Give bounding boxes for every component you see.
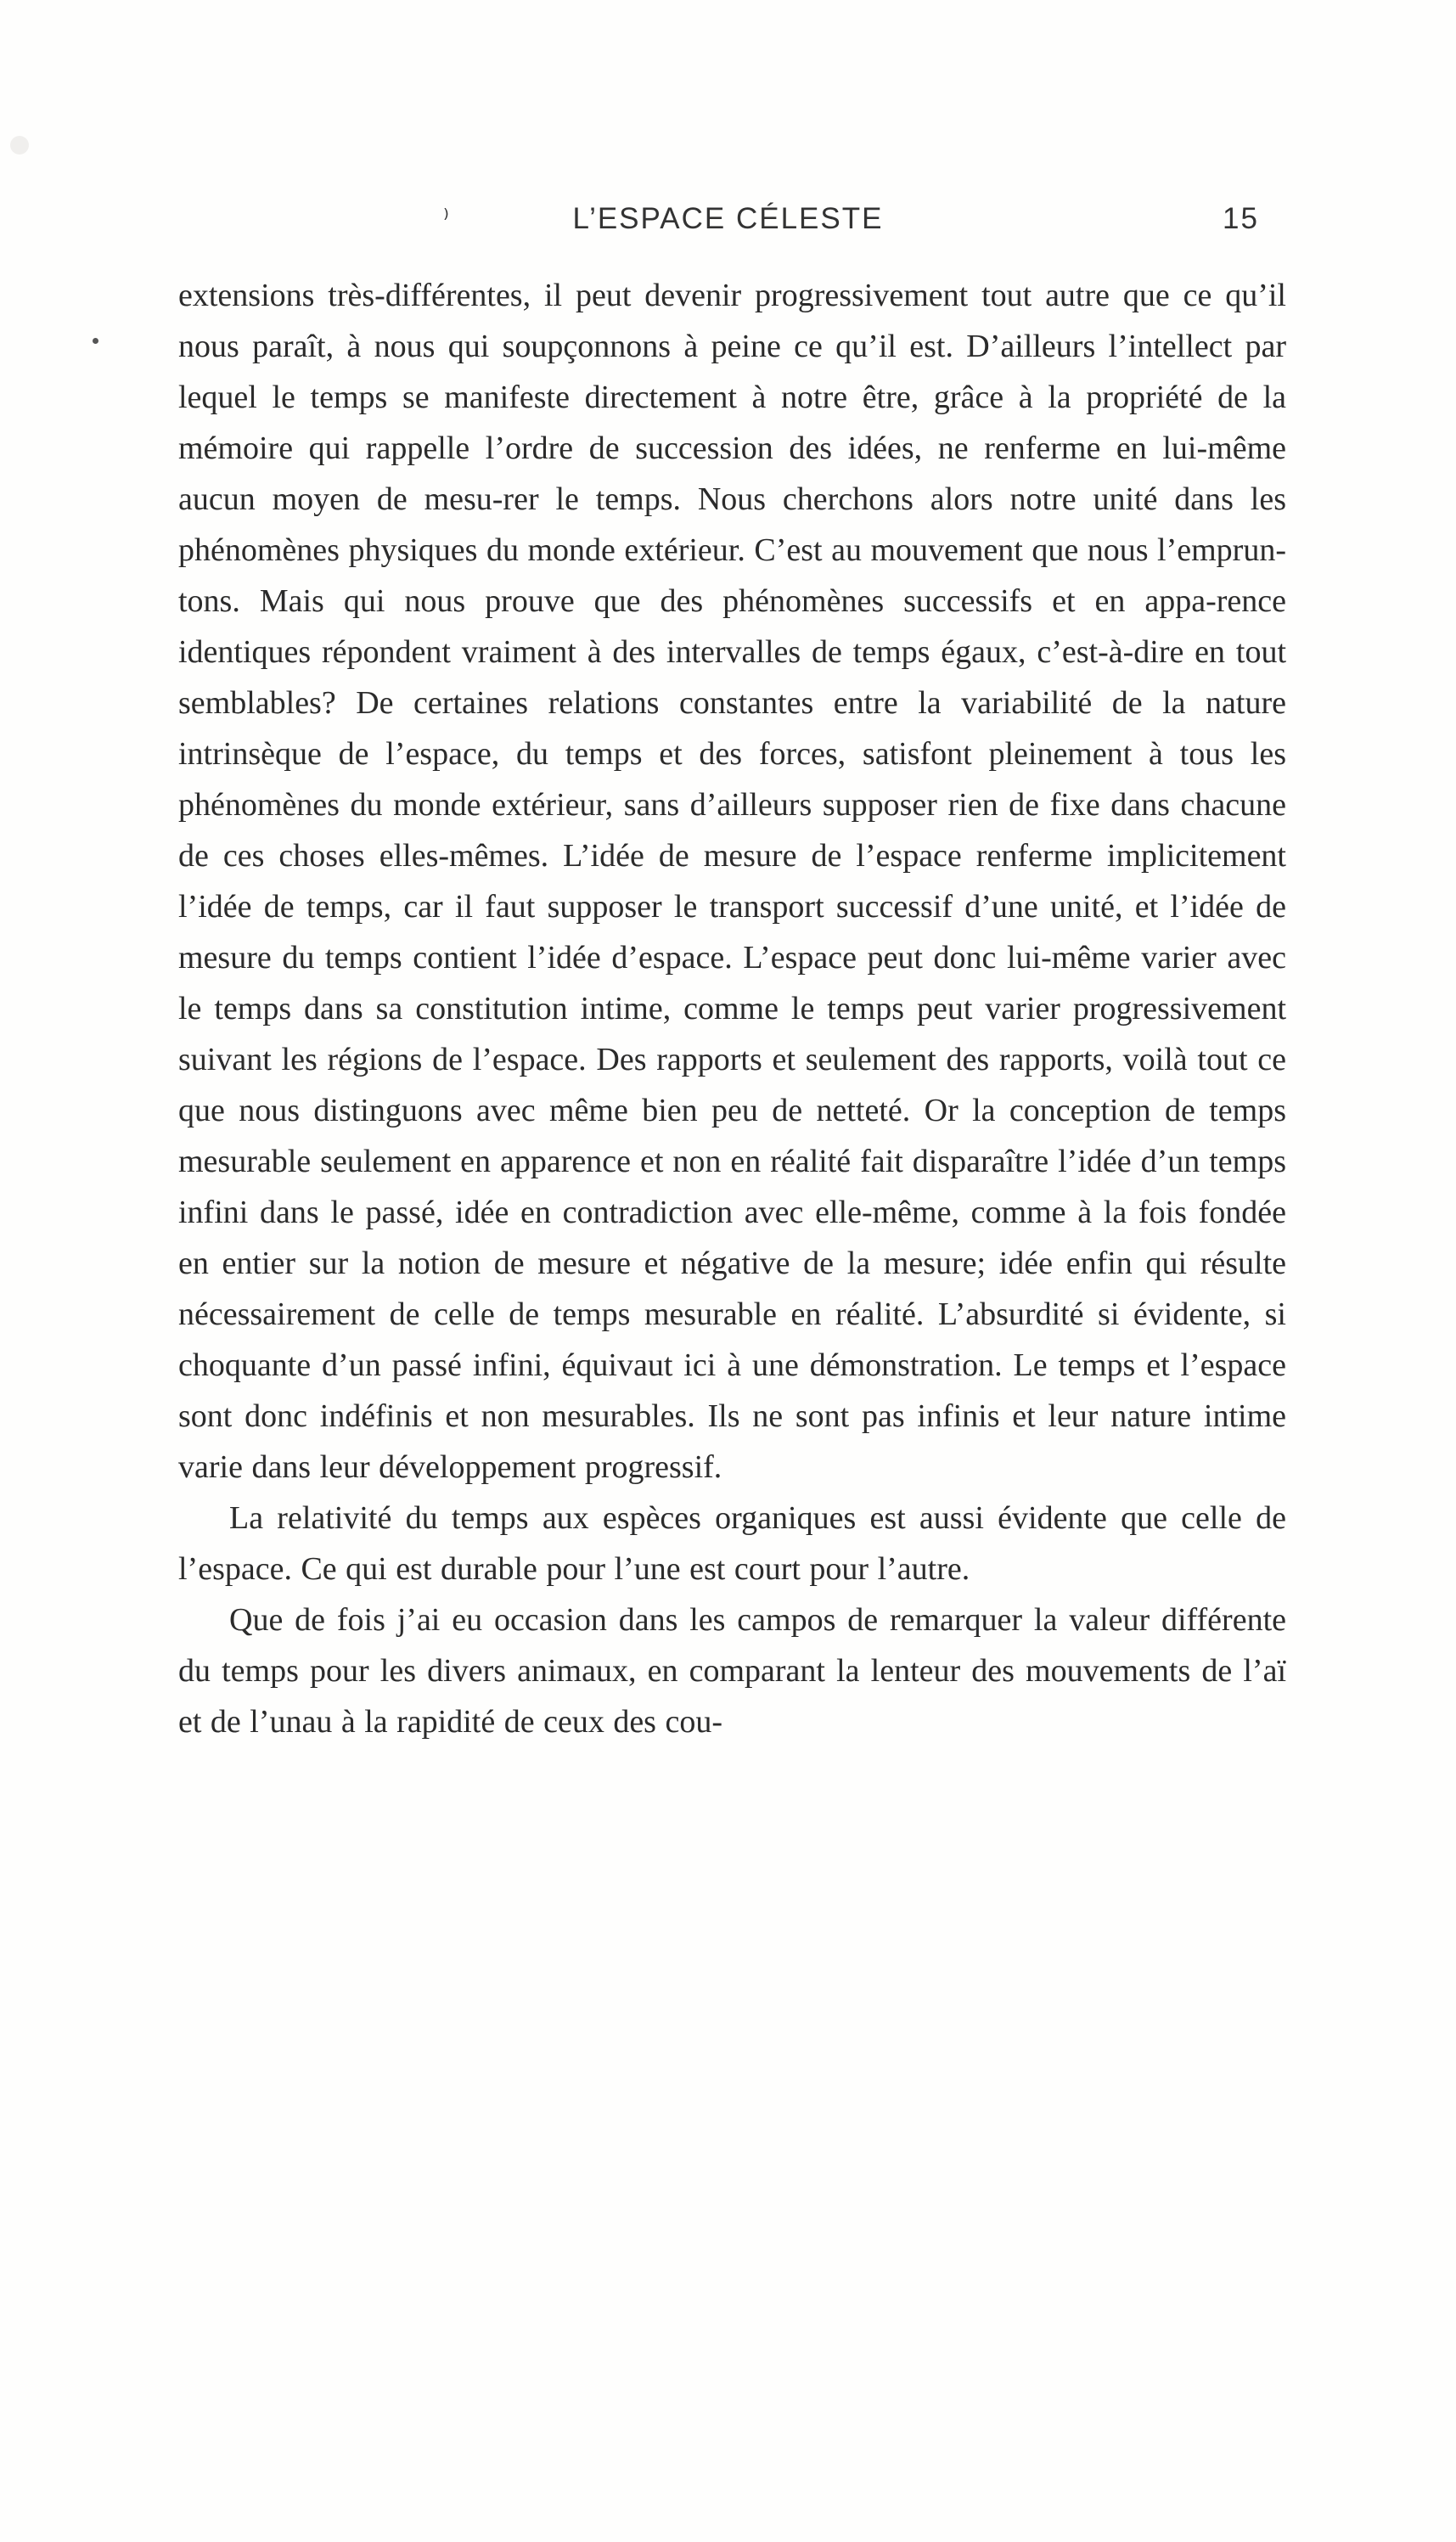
paragraph-2: La relativité du temps aux espèces organiques est aussi évidente que celle de l’espace. Ce qui est durable pour l’une est court pour l’autre. <box>178 1500 1286 1587</box>
paper-stain <box>10 136 29 155</box>
header-mark: ⁾ <box>443 205 451 231</box>
running-header <box>0 202 1456 253</box>
page-number: 15 <box>1223 202 1259 235</box>
paragraph-3: Que de fois j’ai eu occasion dans les campos de remarquer la valeur différente du temps pour les divers animaux, en comparant la lenteur des mouvements de l’aï et de l’unau à la rapidité de ceux des cou- <box>178 1602 1286 1740</box>
body-text <box>178 270 1286 1747</box>
paragraph-1: extensions très-différentes, il peut devenir progressivement tout autre que ce qu’il nous paraît, à nous qui soupçonnons à peine ce qu’il est. D’ailleurs l’intellect par lequel le temps se manifeste directement à notre être, grâce à la propriété de la mémoire qui rappelle l’ordre de succession des idées, ne renferme en lui-même aucun moyen de mesu-rer le temps. Nous cherchons alors notre unité dans les phénomènes physiques du monde extérieur. C’est au mouvement que nous l’emprun-tons. Mais qui nous prouve que des phénomènes successifs et en appa-rence identiques répondent vraiment à des intervalles de temps égaux, c’est-à-dire en tout semblables? De certaines relations constantes entre la variabilité de la nature intrinsèque de l’espace, du temps et des forces, satisfont pleinement à tous les phénomènes du monde extérieur, sans d’ailleurs supposer rien de fixe dans chacune de ces choses elles-mêmes. L’idée de mesure de l’espace renferme implicitement l’idée de temps, car il faut supposer le transport successif d’une unité, et l’idée de mesure du temps contient l’idée d’espace. L’espace peut donc lui-même varier avec le temps dans sa constitution intime, comme le temps peut varier progressivement suivant les régions de l’espace. Des rapports et seulement des rapports, voilà tout ce que nous distinguons avec même bien peu de netteté. Or la conception de temps mesurable seulement en apparence et non en réalité fait disparaître l’idée d’un temps infini dans le passé, idée en contradiction avec elle-même, comme à la fois fondée en entier sur la notion de mesure et négative de la mesure; idée enfin qui résulte nécessairement de celle de temps mesurable en réalité. L’absurdité si évidente, si choquante d’un passé infini, équivaut ici à une démonstration. Le temps et l’espace sont donc indéfinis et non mesurables. Ils ne sont pas infinis et leur nature intime varie dans leur développement progressif. <box>178 278 1286 1485</box>
running-title: L’ESPACE CÉLESTE <box>572 202 884 235</box>
margin-mark <box>93 338 98 344</box>
